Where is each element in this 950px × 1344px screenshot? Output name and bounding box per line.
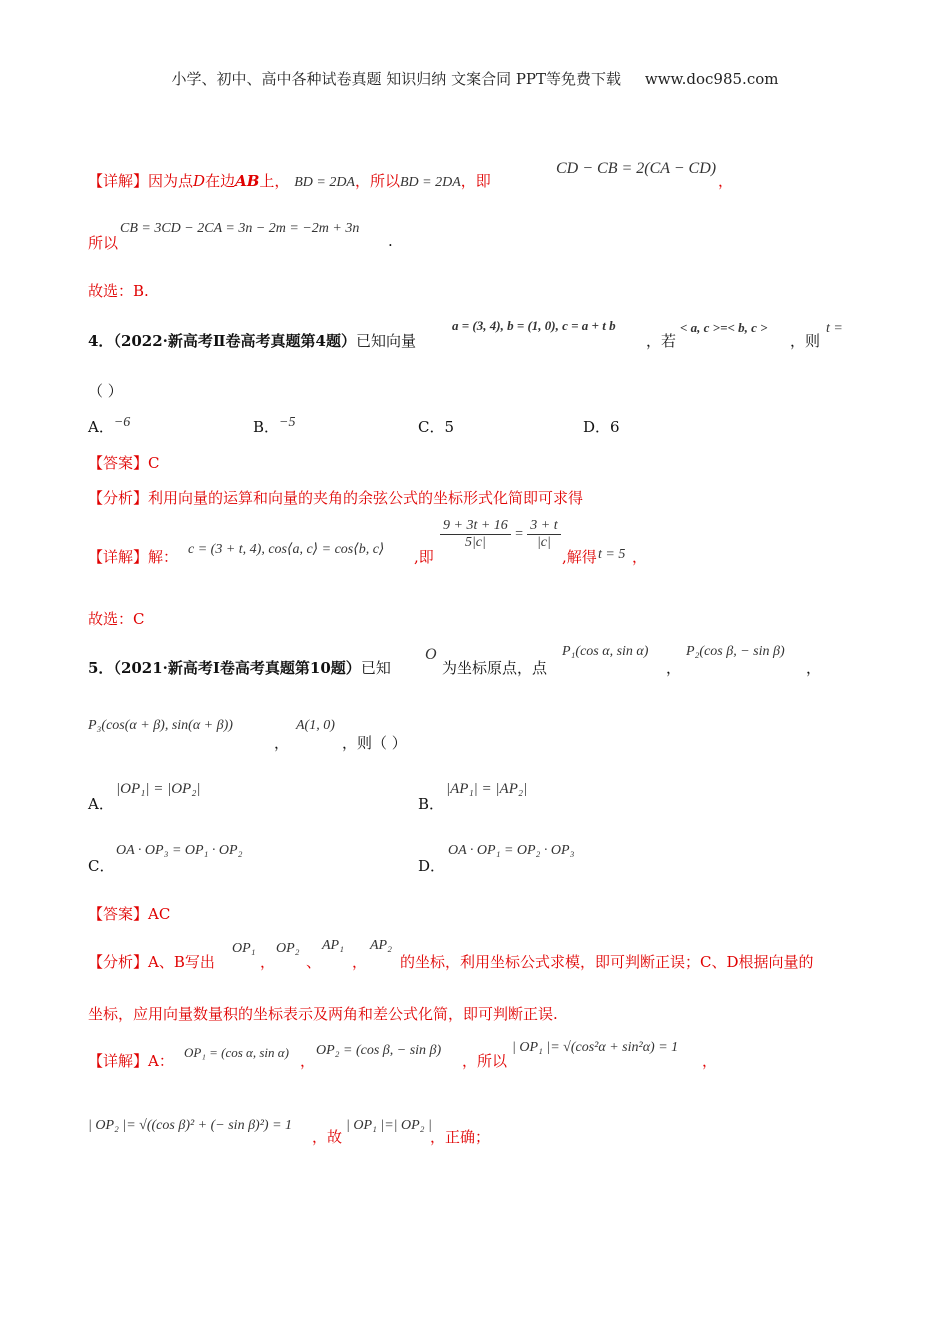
detail-text: ，即 [460, 172, 491, 190]
prev-detail-line1 [88, 170, 491, 191]
q4-source: （2022·新高考Ⅱ卷高考真题第4题） [113, 332, 356, 350]
punct: ， [702, 1052, 718, 1070]
q5-suoyi: ，所以 [462, 1052, 508, 1070]
punct: ， [300, 1052, 316, 1070]
punct: ， [260, 953, 276, 971]
fraction-left [440, 518, 511, 551]
q4-t-eq: t = [826, 321, 843, 336]
d-mod1: | OP₁ |= √(cos²α + sin²α) = 1 [512, 1040, 679, 1055]
answer-label: 【答案】 [88, 454, 149, 472]
equation-vector-relation: CD − CB = 2(CA − CD) [556, 160, 717, 177]
q4-answer [88, 452, 160, 473]
option-value: 5 [444, 418, 455, 436]
analysis-label: 【分析】 [88, 489, 149, 507]
q4-angle-condition: < a, c >=< b, c > [680, 320, 768, 335]
q5-option-d-label: D． [418, 857, 446, 875]
detail-label: 【详解】 [88, 548, 149, 566]
q4-stem-text2: ，若 [646, 332, 677, 350]
detail-text: 在边 [205, 172, 236, 190]
q4-vectors: a = (3, 4), b = (1, 0), c = a + t b [452, 318, 616, 333]
d-op1: OP₁ = (cos α, sin α) [184, 1045, 289, 1060]
point-p3: P₃(cos(α + β), sin(α + β)) [88, 718, 233, 733]
q5-gu: ，故 [312, 1128, 343, 1146]
q4-detail-label [88, 546, 178, 567]
detail-text: 因为点 [148, 172, 194, 190]
q4-stem-text: 已知向量 [356, 332, 417, 350]
d-mod2: | OP₂ |= √((cos β)² + (− sin β)²) = 1 [88, 1118, 293, 1133]
equation-cb: CB = 3CD − 2CA = 3n − 2m = −2m + 3n [120, 221, 360, 236]
option-value: −5 [279, 415, 296, 430]
answer-value: C [148, 454, 160, 472]
equation: BD = 2DA [294, 175, 355, 190]
q4-option-d [583, 416, 620, 437]
analysis-text: 的坐标，利用坐标公式求模，即可判断正误；C、D根据向量的 [400, 953, 814, 971]
q5-source: （2021·新高考Ⅰ卷高考真题第10题） [113, 659, 361, 677]
vector-op2: OP₂ [276, 941, 300, 956]
fraction-numerator: 9 + 3t + 16 [440, 518, 511, 535]
q5-stem-text3: ，则（ ） [342, 734, 407, 752]
q5-stem-text2: 为坐标原点，点 [442, 659, 548, 677]
punct: 、 [306, 953, 322, 971]
q4-option-b [253, 416, 295, 437]
q5-detail-label [88, 1050, 174, 1071]
answer-label: 【答案】 [88, 905, 149, 923]
option-label: D． [583, 418, 611, 436]
point-p2: P₂(cos β, − sin β) [686, 644, 785, 659]
q5-number: 5． [88, 659, 114, 677]
header-text: 小学、初中、高中各种试卷真题 知识归纳 文案合同 PPT等免费下载 [171, 70, 622, 88]
q5-analysis-line1 [88, 951, 215, 972]
option-value: −6 [113, 415, 131, 430]
detail-text: 上， [259, 172, 290, 190]
detail-label: 【详解】 [88, 172, 149, 190]
q4-paren: （ ） [88, 382, 123, 400]
punct: ， [352, 953, 368, 971]
detail-label: 【详解】 [88, 1052, 149, 1070]
equal-sign: = [514, 526, 524, 542]
d-eq: | OP₁ |=| OP₂ | [346, 1118, 432, 1133]
option-label: A． [88, 418, 114, 436]
q4-stem-text3: ，则 [790, 332, 821, 350]
equation: BD = 2DA [400, 175, 461, 190]
punct: ， [718, 172, 734, 190]
header-site: www.doc985.com [644, 70, 779, 88]
q5-option-a-label: A． [88, 795, 114, 813]
analysis-text: A、B写出 [148, 953, 215, 971]
q5-option-a: |OP₁| = |OP₂| [116, 781, 201, 797]
q5-option-c-label: C． [88, 857, 115, 875]
q5-stem-text: 已知 [360, 659, 391, 677]
origin-o: O [425, 646, 437, 663]
q4-number: 4． [88, 332, 114, 350]
q4-option-a [88, 416, 130, 437]
vector-op1: OP₁ [232, 941, 256, 956]
punct: ， [632, 548, 648, 566]
detail-text: A： [148, 1052, 174, 1070]
analysis-label: 【分析】 [88, 953, 149, 971]
q4-choice: 故选：C [88, 610, 145, 628]
q5-answer [88, 903, 170, 924]
q5-option-b: |AP₁| = |AP₂| [446, 781, 528, 797]
answer-value: AC [148, 905, 171, 923]
prev-choice: 故选：B. [88, 282, 149, 300]
q4-jiede: ,解得 [562, 548, 597, 566]
fraction-numerator: 3 + t [527, 518, 560, 535]
q4-option-c [418, 416, 454, 437]
analysis-text: 利用向量的运算和向量的夹角的余弦公式的坐标形式化简即可求得 [148, 489, 584, 507]
point-d: D [193, 172, 206, 190]
option-label: B． [253, 418, 280, 436]
vector-ap2: AP₂ [370, 938, 392, 953]
punct: ， [274, 734, 290, 752]
option-label: C． [418, 418, 445, 436]
d-op2: OP₂ = (cos β, − sin β) [316, 1043, 442, 1058]
point-a: A(1, 0) [296, 718, 335, 733]
punct: ， [666, 659, 682, 677]
fraction-denominator: |c| [536, 535, 551, 550]
q4-stem [88, 330, 416, 351]
q5-option-c: OA · OP₃ = OP₁ · OP₂ [116, 843, 243, 858]
detail-text: 解： [148, 548, 179, 566]
q5-analysis-line2: 坐标，应用向量数量积的坐标表示及两角和差公式化简，即可判断正误. [88, 1005, 558, 1023]
q4-detail-eq: c = (3 + t, 4), cos⟨a, c⟩ = cos⟨b, c⟩ [188, 542, 385, 557]
option-value: 6 [610, 418, 620, 436]
vector-ap1: AP₁ [322, 938, 344, 953]
q4-analysis [88, 487, 583, 508]
q5-option-d: OA · OP₁ = OP₂ · OP₃ [448, 843, 575, 858]
q5-stem [88, 657, 391, 678]
suoyi-text: 所以 [88, 234, 119, 252]
page-header [0, 68, 950, 89]
q4-detail-ji: ,即 [414, 548, 434, 566]
point-p1: P₁(cos α, sin α) [562, 644, 649, 659]
detail-text: ，所以 [354, 172, 400, 190]
q5-option-b-label: B． [418, 795, 445, 813]
period: . [388, 232, 393, 250]
fraction-right [527, 518, 560, 551]
segment-ab: AB [235, 172, 260, 190]
q4-fraction-equation [440, 518, 561, 551]
q4-t-result: t = 5 [598, 547, 626, 562]
punct: ， [806, 659, 822, 677]
q5-right: ，正确； [430, 1128, 491, 1146]
fraction-denominator: 5|c| [464, 535, 486, 550]
